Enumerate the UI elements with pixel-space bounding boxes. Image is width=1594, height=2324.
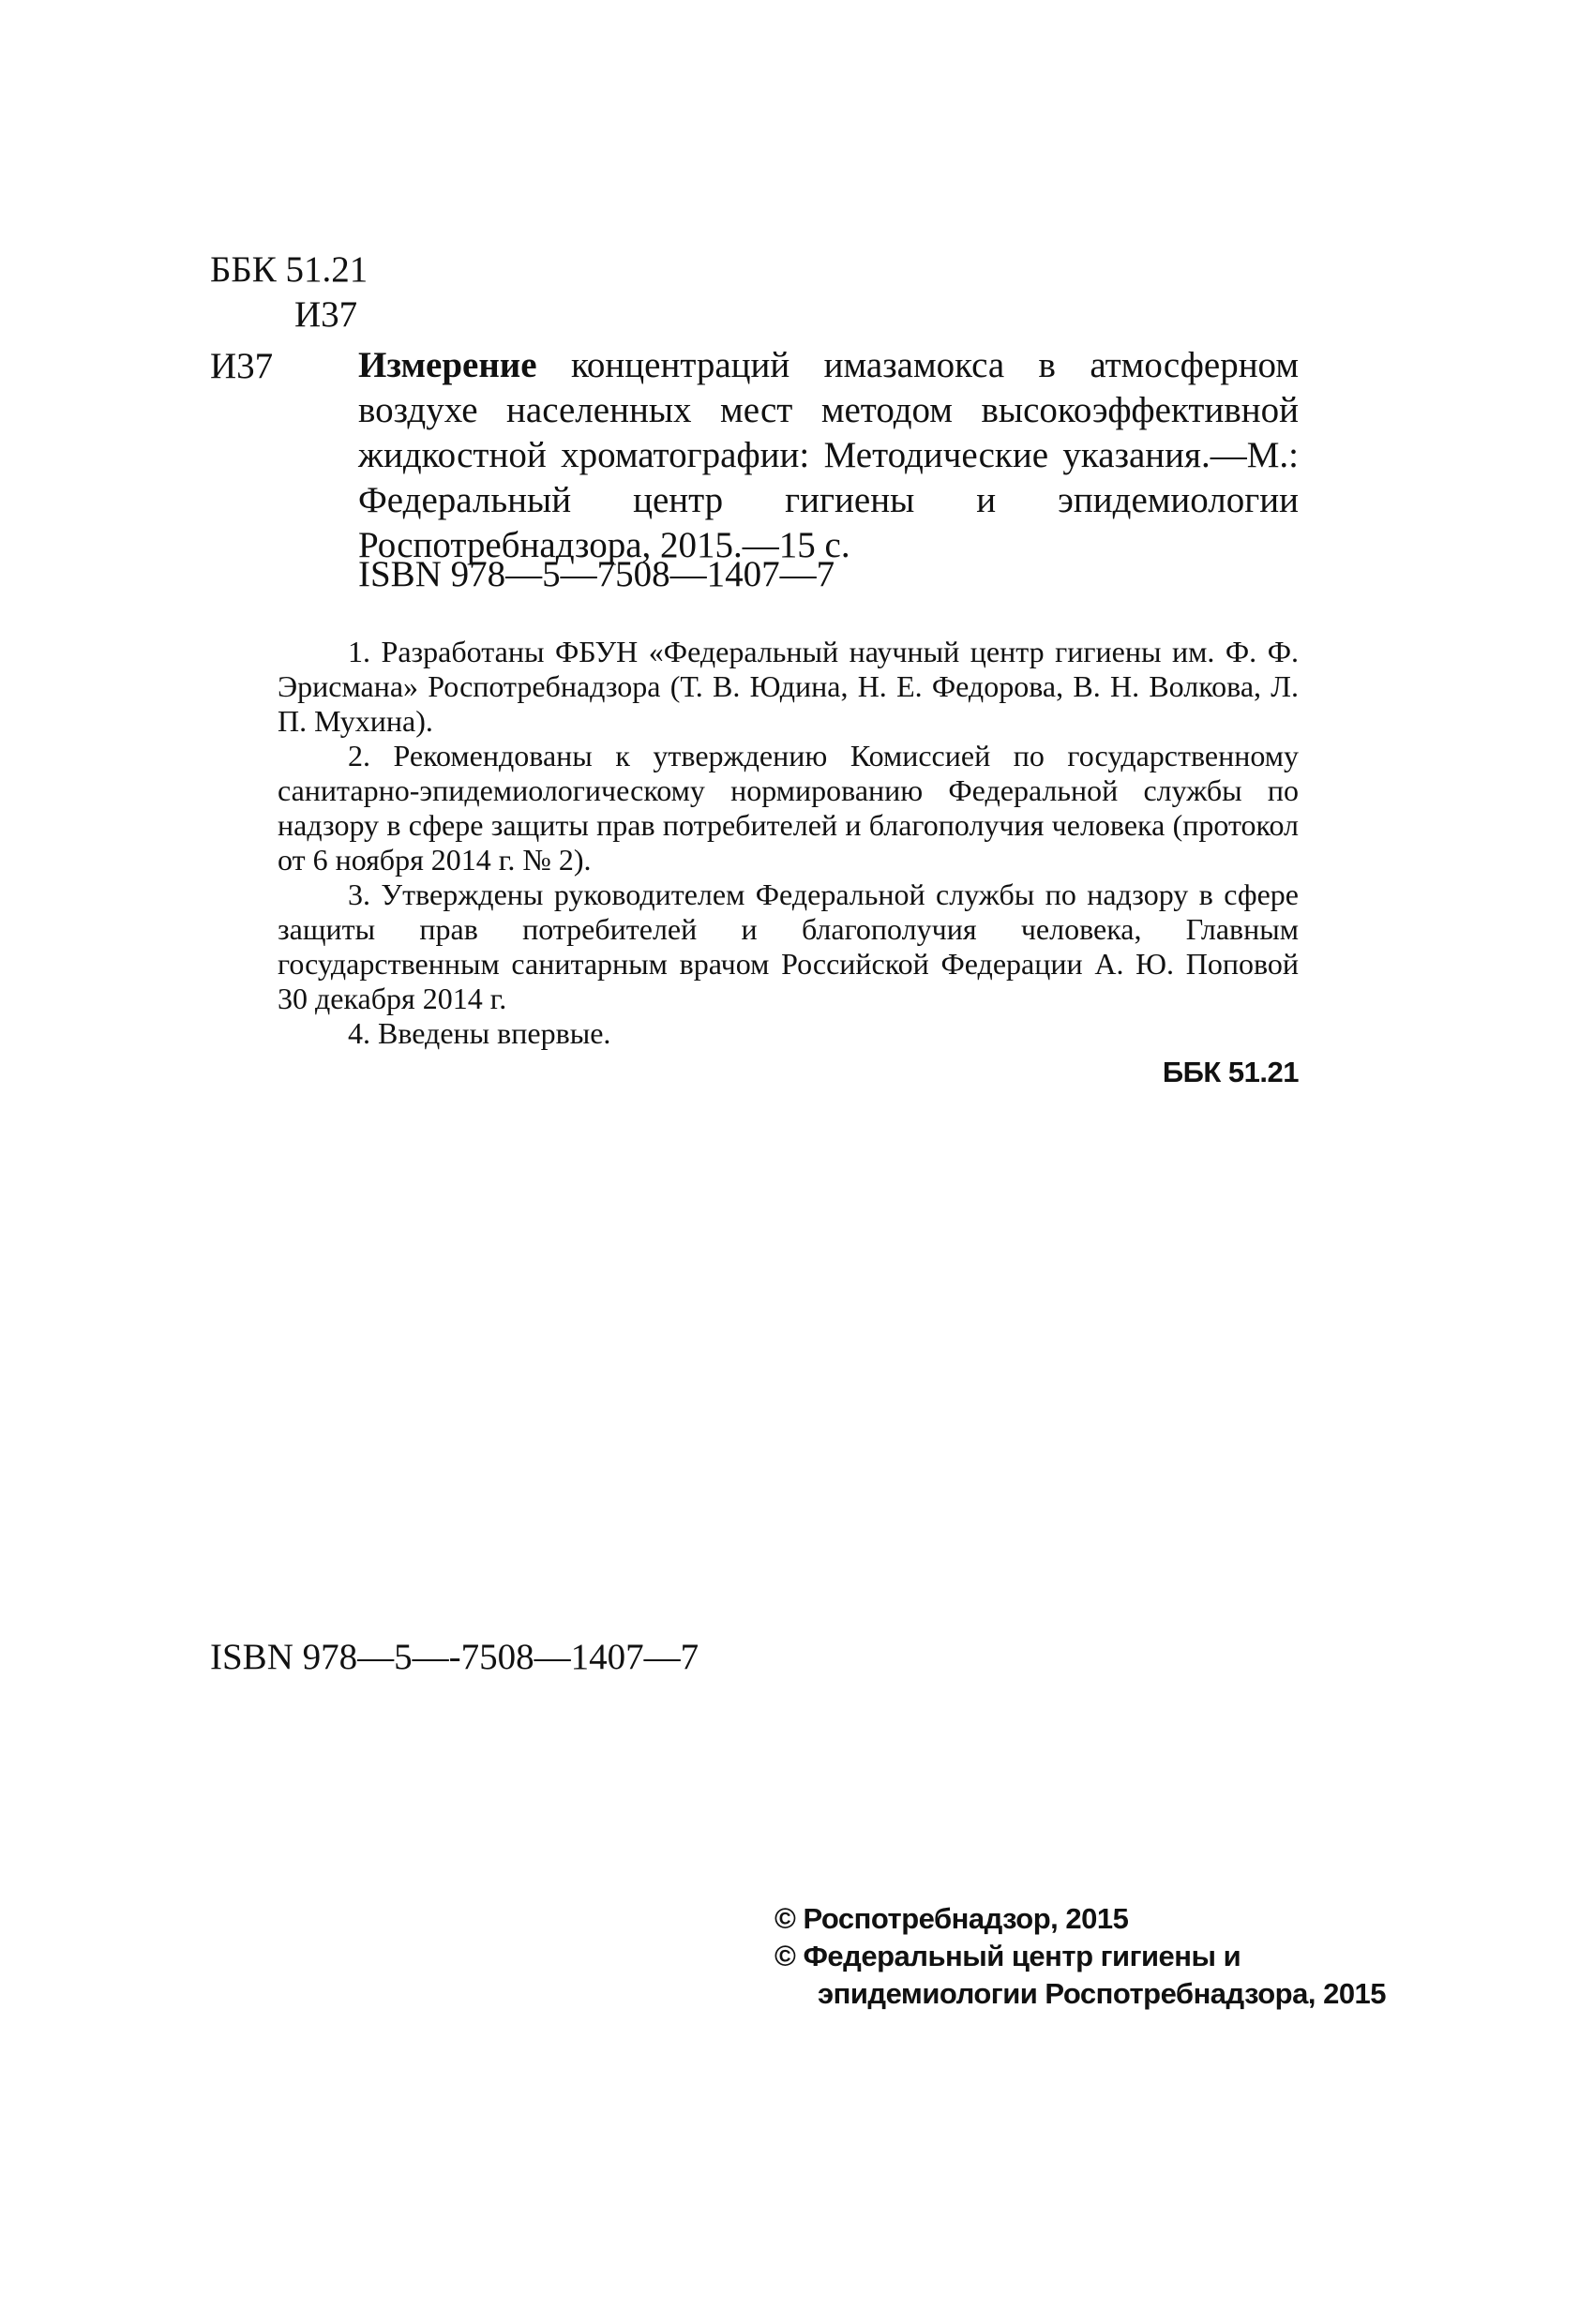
author-mark-header: И37: [294, 294, 358, 335]
note-item: 2. Рекомендованы к утверждению Комиссией по государственному санитарно-эпидемиологическому нормированию Федеральной службы по надзору в сфере защиты прав потребителей и благополучия человека (протокол от 6 ноября 2014 г. № 2).: [278, 739, 1299, 877]
bibliographic-entry: [358, 343, 1299, 568]
note-item: 3. Утверждены руководителем Федеральной службы по надзору в сфере защиты прав потребителей и благополучия человека, Главным государственным санитарным врачом Российской Федерации А. Ю. Поповой 30 декабря 2014 г.: [278, 877, 1299, 1015]
bbk-index-footer: ББК 51.21: [1162, 1056, 1299, 1088]
note-item: 1. Разработаны ФБУН «Федеральный научный центр гигиены им. Ф. Ф. Эрисмана» Роспотребнадзора (Т. В. Юдина, Н. Е. Федорова, В. Н. Волкова, Л. П. Мухина).: [278, 635, 1299, 738]
copyright-line: © Роспотребнадзор, 2015: [774, 1902, 1129, 1935]
copyright-line: © Федеральный центр гигиены и: [774, 1940, 1241, 1972]
isbn-bottom: ISBN 978—5—-7508—1407—7: [210, 1637, 699, 1677]
copyright-block: [774, 1900, 1387, 2013]
isbn-top: ISBN 978—5—7508—1407—7: [358, 554, 835, 594]
bbk-index-header: ББК 51.21: [210, 249, 368, 290]
note-item: 4. Введены впервые.: [348, 1016, 611, 1050]
notes-block: [278, 635, 1299, 1051]
entry-title-bold: Измерение: [358, 345, 537, 385]
copyright-line: эпидемиологии Роспотребнадзора, 2015: [818, 1977, 1387, 2010]
entry-description: концентраций имазамокса в атмосферном воздухе населенных мест методом высокоэффективной жидкостной хроматографии: Методические указания.—М.: Федеральный центр гигиены и эпидемиологии Роспотребнадзора, 2015.—15 с.: [358, 345, 1299, 565]
entry-author-mark: И37: [210, 346, 274, 386]
